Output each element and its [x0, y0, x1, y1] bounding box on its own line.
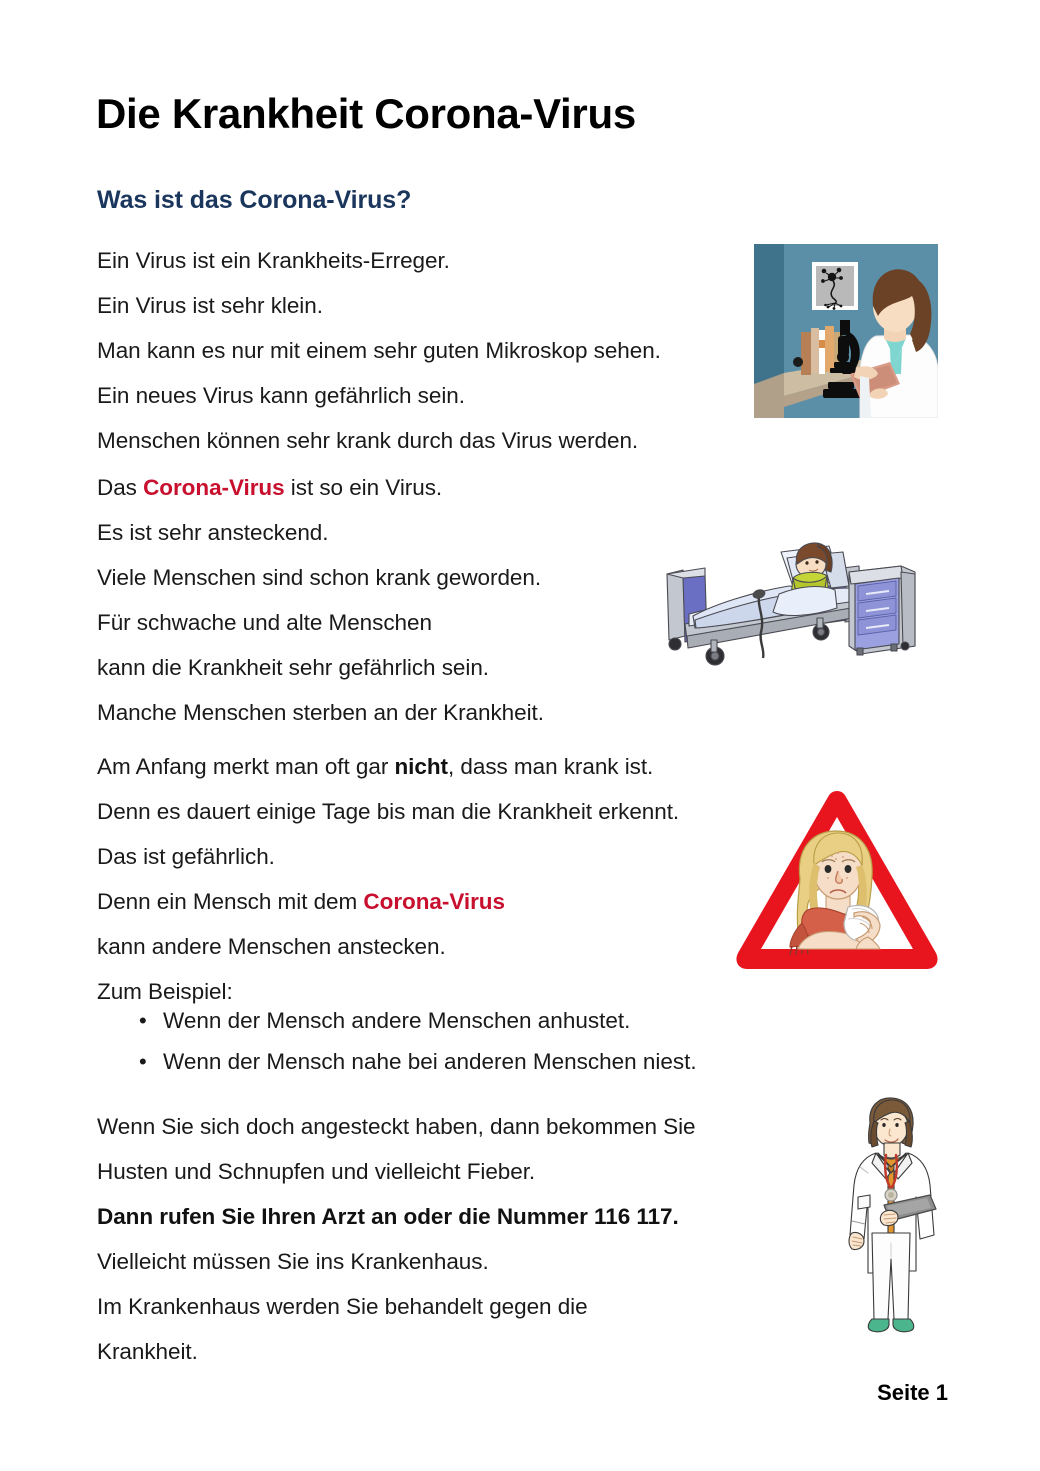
text-segment: Das: [97, 475, 144, 500]
text-segment: , dass man krank ist.: [447, 754, 654, 779]
text-line: Ein neues Virus kann gefährlich sein.: [97, 383, 465, 408]
text-line: [97, 744, 679, 789]
text-line: Vielleicht müssen Sie ins Krankenhaus.: [97, 1249, 489, 1274]
text-line: Manche Menschen sterben an der Krankheit.: [97, 700, 544, 725]
text-line: Für schwache und alte Menschen: [97, 610, 432, 635]
text-line: [97, 879, 679, 924]
highlight-corona-virus: Corona-Virus: [363, 889, 505, 914]
text-line: kann andere Menschen anstecken.: [97, 934, 446, 959]
phone-instruction: Dann rufen Sie Ihren Arzt an oder die Nummer 116 117.: [97, 1204, 679, 1229]
text-line: Zum Beispiel:: [97, 979, 233, 1004]
paragraph-virus: [97, 465, 544, 735]
text-line: [97, 465, 544, 510]
list-item: [137, 1041, 697, 1082]
text-segment: ist so ein Virus.: [284, 475, 443, 500]
text-segment: Am Anfang merkt man oft gar: [97, 754, 395, 779]
paragraph-what-to-do: [97, 1104, 696, 1374]
text-line: Krankheit.: [97, 1339, 198, 1364]
hospital-bed-icon: [653, 528, 938, 674]
list-item: [137, 1000, 697, 1041]
hospital-bed-with-patient-image: [653, 528, 938, 674]
text-segment: Denn ein Mensch mit dem: [97, 889, 364, 914]
text-line: kann die Krankheit sehr gefährlich sein.: [97, 655, 489, 680]
text-line: Man kann es nur mit einem sehr guten Mikroskop sehen.: [97, 338, 661, 363]
bullet-icon: •: [139, 1049, 147, 1074]
text-line: Denn es dauert einige Tage bis man die Krankheit erkennt.: [97, 799, 680, 824]
section-heading: Was ist das Corona-Virus?: [97, 186, 412, 214]
scientist-with-microscope-icon: [754, 244, 938, 418]
example-list: [137, 1000, 697, 1082]
scientist-with-microscope-image: [754, 244, 938, 418]
text-line-emphasis: [97, 1194, 696, 1239]
emphasis-nicht: nicht: [394, 754, 448, 779]
highlight-corona-virus: Corona-Virus: [143, 475, 285, 500]
text-line: Im Krankenhaus werden Sie behandelt gegen die: [97, 1294, 588, 1319]
bullet-icon: •: [139, 1008, 147, 1033]
female-doctor-image: [838, 1093, 944, 1335]
list-item-label: Wenn der Mensch andere Menschen anhustet.: [163, 1008, 631, 1033]
female-doctor-icon: [838, 1093, 944, 1335]
text-line: Menschen können sehr krank durch das Virus werden.: [97, 428, 639, 453]
text-line: Ein Virus ist sehr klein.: [97, 293, 323, 318]
text-line: Husten und Schnupfen und vielleicht Fieber.: [97, 1159, 536, 1184]
warning-triangle-icon: [728, 783, 946, 979]
list-item-label: Wenn der Mensch nahe bei anderen Menschen niest.: [163, 1049, 697, 1074]
text-line: Ein Virus ist ein Krankheits-Erreger.: [97, 248, 450, 273]
text-line: Wenn Sie sich doch angesteckt haben, dann bekommen Sie: [97, 1114, 696, 1139]
page-number-footer: Seite 1: [877, 1380, 948, 1405]
warning-triangle-sick-woman-image: [728, 783, 946, 979]
paragraph-intro: [97, 238, 661, 463]
paragraph-spread: [97, 744, 679, 1014]
text-line: Es ist sehr ansteckend.: [97, 520, 329, 545]
text-line: Das ist gefährlich.: [97, 844, 275, 869]
page-title: Die Krankheit Corona-Virus: [96, 90, 636, 137]
text-line: Viele Menschen sind schon krank geworden.: [97, 565, 542, 590]
